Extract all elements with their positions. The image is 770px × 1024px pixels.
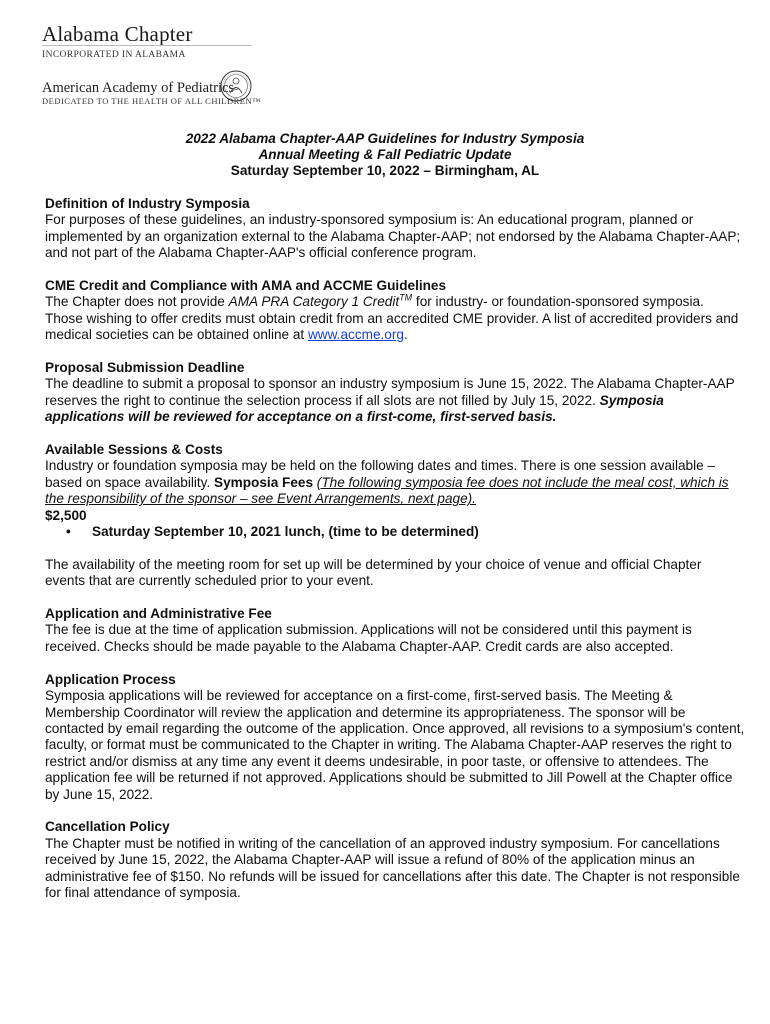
fees-note: (The following symposia fee does not include the meal cost, which is the responsibility of the sponsor – see Event Arrangements, next page). <box>45 474 729 507</box>
list-item: • Saturday September 10, 2021 lunch, (time to be determined) <box>66 524 479 540</box>
aap-seal-logo-icon <box>219 68 253 104</box>
letterhead-academy-name: American Academy of Pediatrics <box>42 80 235 96</box>
document-body <box>45 196 745 901</box>
document-date-location: Saturday September 10, 2022 – Birmingham, AL <box>230 163 540 178</box>
section-text: The fee is due at the time of application submission. Applications will not be considered until this payment is received. Checks should be made payable to the Alabama Chapter-AAP. Credit cards are also accepted. <box>45 622 692 654</box>
section-heading: CME Credit and Compliance with AMA and ACCME Guidelines <box>45 278 447 294</box>
section-text: Industry or foundation symposia may be held on the following dates and times. There is one session available – based on space availability. Symposia Fees (The following symposia fee does not include the meal cost, which is the responsibility of the sponsor – see Event Arrangements, next page). <box>45 458 729 507</box>
document-title: 2022 Alabama Chapter-AAP Guidelines for Industry Symposia <box>185 131 585 146</box>
section-text: The availability of the meeting room for set up will be determined by your choice of venue and official Chapter events that are currently scheduled prior to your event. <box>45 556 702 589</box>
letterhead-dedication: DEDICATED TO THE HEALTH OF ALL CHILDREN™ <box>42 96 261 106</box>
section-text: For purposes of these guidelines, an industry-sponsored symposium is: An educational program, planned or implemented by an organization external to the Alabama Chapter-AAP; not endorsed by the Alabama Chapter-AAP; and not part of the Alabama Chapter-AAP's official conference program. <box>45 212 741 261</box>
emphasis-text: Symposia applications will be reviewed for acceptance on a first-come, first-served basis. <box>45 392 664 425</box>
section-heading: Cancellation Policy <box>45 819 170 835</box>
section-text: The Chapter does not provide AMA PRA Category 1 Credit™ for industry- or foundation-sponsored symposia. Those wishing to offer credits must obtain credit from an accredited CME provider. A list of accredited providers and medical societies can be obtained online at www.accme.org. <box>45 292 739 343</box>
letterhead-divider <box>42 45 252 46</box>
section-heading: Definition of Industry Symposia <box>45 196 250 211</box>
price-value: $2,500 <box>45 507 87 523</box>
section-heading: Application Process <box>45 671 176 687</box>
accme-link[interactable]: www.accme.org <box>307 327 404 343</box>
document-subtitle: Annual Meeting & Fall Pediatric Update <box>258 147 512 162</box>
section-text: The deadline to submit a proposal to sponsor an industry symposium is June 15, 2022. The Alabama Chapter-AAP reserves the right to continue the selection process if all slots are not filled by July 15, 2022. Symposia applications will be reviewed for acceptance on a first-come, first-served basis. <box>45 376 735 425</box>
section-heading: Proposal Submission Deadline <box>45 360 245 376</box>
letterhead-chapter-name: Alabama Chapter <box>42 22 193 46</box>
section-heading: Application and Administrative Fee <box>45 606 272 622</box>
letterhead-incorporated: INCORPORATED IN ALABAMA <box>42 50 186 60</box>
section-text: The Chapter must be notified in writing of the cancellation of an approved industry symposium. For cancellations received by June 15, 2022, the Alabama Chapter-AAP will issue a refund of 80% of the application minus an administrative fee of $150. No refunds will be issued for cancellations after this date. The Chapter is not responsible for final attendance of symposia. <box>45 835 740 900</box>
bullet-icon: • <box>66 524 71 540</box>
section-text: Symposia applications will be reviewed for acceptance on a first-come, first-served basis. The Meeting & Membership Coordinator will review the application and determine its appropriateness. The sponsor will be contacted by email regarding the outcome of the application. Once approved, all revisions to a symposium's content, faculty, or format must be communicated to the Chapter in writing. The Alabama Chapter-AAP reserves the right to restrict and/or dismiss at any time any event it deems undesirable, in poor taste, or offensive to attendees. The application fee will be returned if not approved. Applications should be submitted to Jill Powell at the Chapter office by June 15, 2022. <box>45 688 745 802</box>
section-heading: Available Sessions & Costs <box>45 442 223 458</box>
